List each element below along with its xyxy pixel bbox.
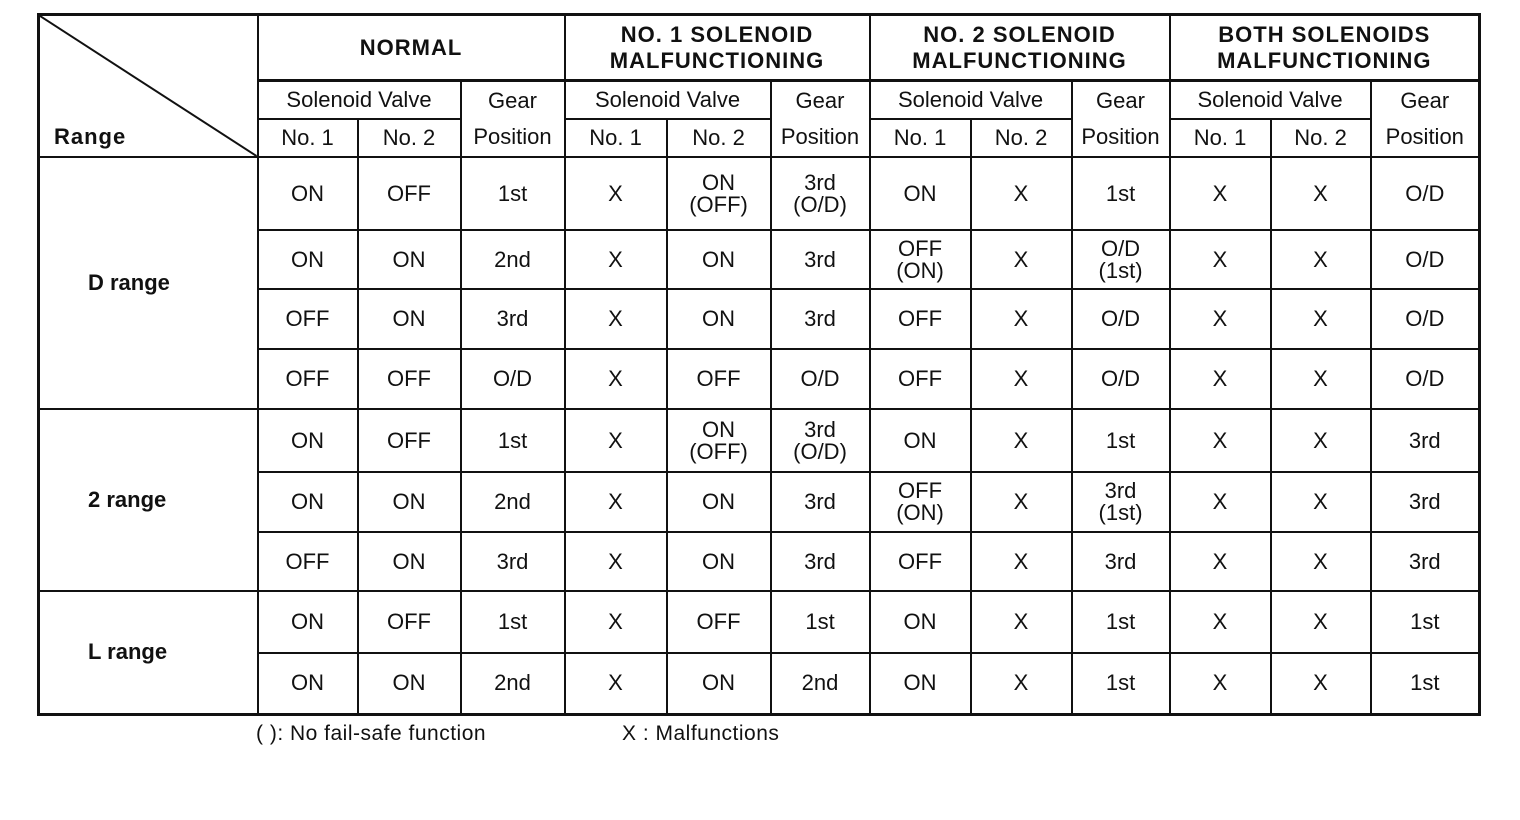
range-label-cell: 2 range <box>39 409 258 591</box>
gear-position-header: Gear Position <box>771 81 870 158</box>
solenoid-no1-header: No. 1 <box>258 119 358 157</box>
table-cell: 3rd <box>1371 409 1480 472</box>
range-label-cell: L range <box>39 591 258 714</box>
table-cell: X <box>1271 472 1371 532</box>
table-cell: 2nd <box>461 472 565 532</box>
table-cell: 1st <box>1072 591 1170 653</box>
table-cell: 3rd (1st) <box>1072 472 1170 532</box>
table-cell: 2nd <box>461 230 565 289</box>
table-cell: X <box>565 157 667 230</box>
table-cell: X <box>971 157 1072 230</box>
table-cell: X <box>971 289 1072 349</box>
table-cell: 1st <box>461 157 565 230</box>
solenoid-valve-header: Solenoid Valve <box>1170 81 1371 120</box>
table-cell: ON <box>667 230 771 289</box>
table-cell: X <box>971 349 1072 409</box>
table-cell: OFF (ON) <box>870 472 971 532</box>
table-cell: X <box>565 591 667 653</box>
solenoid-no1-header: No. 1 <box>1170 119 1271 157</box>
solenoid-no1-header: No. 1 <box>870 119 971 157</box>
table-cell: X <box>971 472 1072 532</box>
table-cell: O/D <box>1371 157 1480 230</box>
table-cell: 1st <box>1072 157 1170 230</box>
table-cell: X <box>1170 157 1271 230</box>
table-cell: O/D <box>1371 289 1480 349</box>
table-cell: ON <box>870 653 971 714</box>
solenoid-malfunction-table <box>37 13 1481 716</box>
solenoid-no2-header: No. 2 <box>971 119 1072 157</box>
table-cell: 1st <box>1371 653 1480 714</box>
table-cell: ON <box>358 653 461 714</box>
table-cell: ON <box>870 409 971 472</box>
table-cell: ON <box>667 289 771 349</box>
table-cell: 3rd <box>771 532 870 591</box>
group-header-both-malfunction: BOTH SOLENOIDS MALFUNCTIONING <box>1170 15 1480 81</box>
table-cell: ON <box>870 157 971 230</box>
table-cell: ON <box>258 653 358 714</box>
table-cell: X <box>565 409 667 472</box>
legend-malfunctions: X : Malfunctions <box>622 722 780 745</box>
table-cell: OFF <box>358 157 461 230</box>
table-cell: 1st <box>771 591 870 653</box>
table-cell: 3rd <box>771 289 870 349</box>
table-cell: X <box>1170 472 1271 532</box>
table-cell: X <box>565 289 667 349</box>
range-label-cell: D range <box>39 157 258 409</box>
solenoid-no2-header: No. 2 <box>358 119 461 157</box>
table-cell: ON <box>358 532 461 591</box>
table-cell: 1st <box>461 409 565 472</box>
table-cell: X <box>1170 289 1271 349</box>
table-cell: ON <box>667 472 771 532</box>
table-cell: OFF <box>258 349 358 409</box>
table-cell: X <box>565 349 667 409</box>
table-cell: O/D <box>1072 349 1170 409</box>
table-cell: 3rd <box>771 230 870 289</box>
table-cell: OFF <box>358 591 461 653</box>
table-cell: X <box>565 653 667 714</box>
table-cell: X <box>1271 653 1371 714</box>
table-cell: OFF <box>667 591 771 653</box>
table-cell: OFF (ON) <box>870 230 971 289</box>
table-cell: X <box>1271 532 1371 591</box>
table-cell: ON <box>358 230 461 289</box>
table-cell: OFF <box>870 289 971 349</box>
table-cell: 2nd <box>771 653 870 714</box>
table-cell: ON (OFF) <box>667 157 771 230</box>
group-header-no2-malfunction: NO. 2 SOLENOID MALFUNCTIONING <box>870 15 1170 81</box>
solenoid-no2-header: No. 2 <box>1271 119 1371 157</box>
table-cell: X <box>1170 591 1271 653</box>
table-cell: ON <box>667 532 771 591</box>
table-cell: ON (OFF) <box>667 409 771 472</box>
legend-no-fail-safe: ( ): No fail-safe function <box>256 722 487 745</box>
group-header-normal: NORMAL <box>258 15 565 81</box>
group-header-no1-malfunction: NO. 1 SOLENOID MALFUNCTIONING <box>565 15 870 81</box>
table-cell: X <box>1271 349 1371 409</box>
table-cell: X <box>971 532 1072 591</box>
table-cell: 1st <box>461 591 565 653</box>
solenoid-valve-header: Solenoid Valve <box>870 81 1072 120</box>
table-cell: 1st <box>1072 653 1170 714</box>
table-cell: OFF <box>358 349 461 409</box>
table-cell: ON <box>358 289 461 349</box>
gear-position-header: Gear Position <box>1371 81 1480 158</box>
gear-position-header: Gear Position <box>1072 81 1170 158</box>
solenoid-valve-header: Solenoid Valve <box>565 81 771 120</box>
table-cell: ON <box>258 591 358 653</box>
header-row-groups <box>39 15 1480 81</box>
table-row <box>39 409 1480 472</box>
table-cell: O/D (1st) <box>1072 230 1170 289</box>
table-cell: 2nd <box>461 653 565 714</box>
table-cell: 3rd (O/D) <box>771 409 870 472</box>
table-cell: X <box>971 409 1072 472</box>
table-cell: 1st <box>1371 591 1480 653</box>
table-cell: X <box>1170 532 1271 591</box>
table-cell: X <box>971 230 1072 289</box>
table-cell: ON <box>870 591 971 653</box>
table-cell: X <box>1271 591 1371 653</box>
table-cell: ON <box>258 409 358 472</box>
table-cell: X <box>1271 157 1371 230</box>
table-cell: OFF <box>358 409 461 472</box>
solenoid-no2-header: No. 2 <box>667 119 771 157</box>
table-cell: O/D <box>461 349 565 409</box>
table-cell: ON <box>358 472 461 532</box>
table-cell: ON <box>258 472 358 532</box>
table-cell: 3rd <box>771 472 870 532</box>
table-cell: ON <box>667 653 771 714</box>
table-cell: X <box>565 230 667 289</box>
table-cell: O/D <box>1371 230 1480 289</box>
table-cell: OFF <box>870 532 971 591</box>
table-cell: ON <box>258 230 358 289</box>
table-cell: O/D <box>1371 349 1480 409</box>
table-cell: 3rd <box>461 289 565 349</box>
table-cell: 3rd <box>1072 532 1170 591</box>
table-cell: ON <box>258 157 358 230</box>
table-cell: X <box>971 653 1072 714</box>
table-cell: OFF <box>667 349 771 409</box>
table-cell: OFF <box>870 349 971 409</box>
table-cell: O/D <box>1072 289 1170 349</box>
table-cell: X <box>1170 349 1271 409</box>
table-cell: 1st <box>1072 409 1170 472</box>
table-cell: X <box>1170 230 1271 289</box>
table-cell: 3rd <box>1371 532 1480 591</box>
table-cell: X <box>1170 653 1271 714</box>
table-cell: X <box>971 591 1072 653</box>
table-cell: X <box>1271 230 1371 289</box>
table-cell: X <box>565 472 667 532</box>
table-cell: OFF <box>258 532 358 591</box>
table-row <box>39 157 1480 230</box>
table-cell: O/D <box>771 349 870 409</box>
solenoid-no1-header: No. 1 <box>565 119 667 157</box>
table-cell: 3rd (O/D) <box>771 157 870 230</box>
table-cell: 3rd <box>1371 472 1480 532</box>
solenoid-valve-header: Solenoid Valve <box>258 81 461 120</box>
table-cell: X <box>565 532 667 591</box>
table-cell: 3rd <box>461 532 565 591</box>
table-cell: OFF <box>258 289 358 349</box>
range-corner-cell <box>39 15 258 158</box>
table-cell: X <box>1271 409 1371 472</box>
table-row <box>39 591 1480 653</box>
gear-position-header: Gear Position <box>461 81 565 158</box>
table-cell: X <box>1170 409 1271 472</box>
table-cell: X <box>1271 289 1371 349</box>
range-column-label: Range <box>54 124 127 149</box>
